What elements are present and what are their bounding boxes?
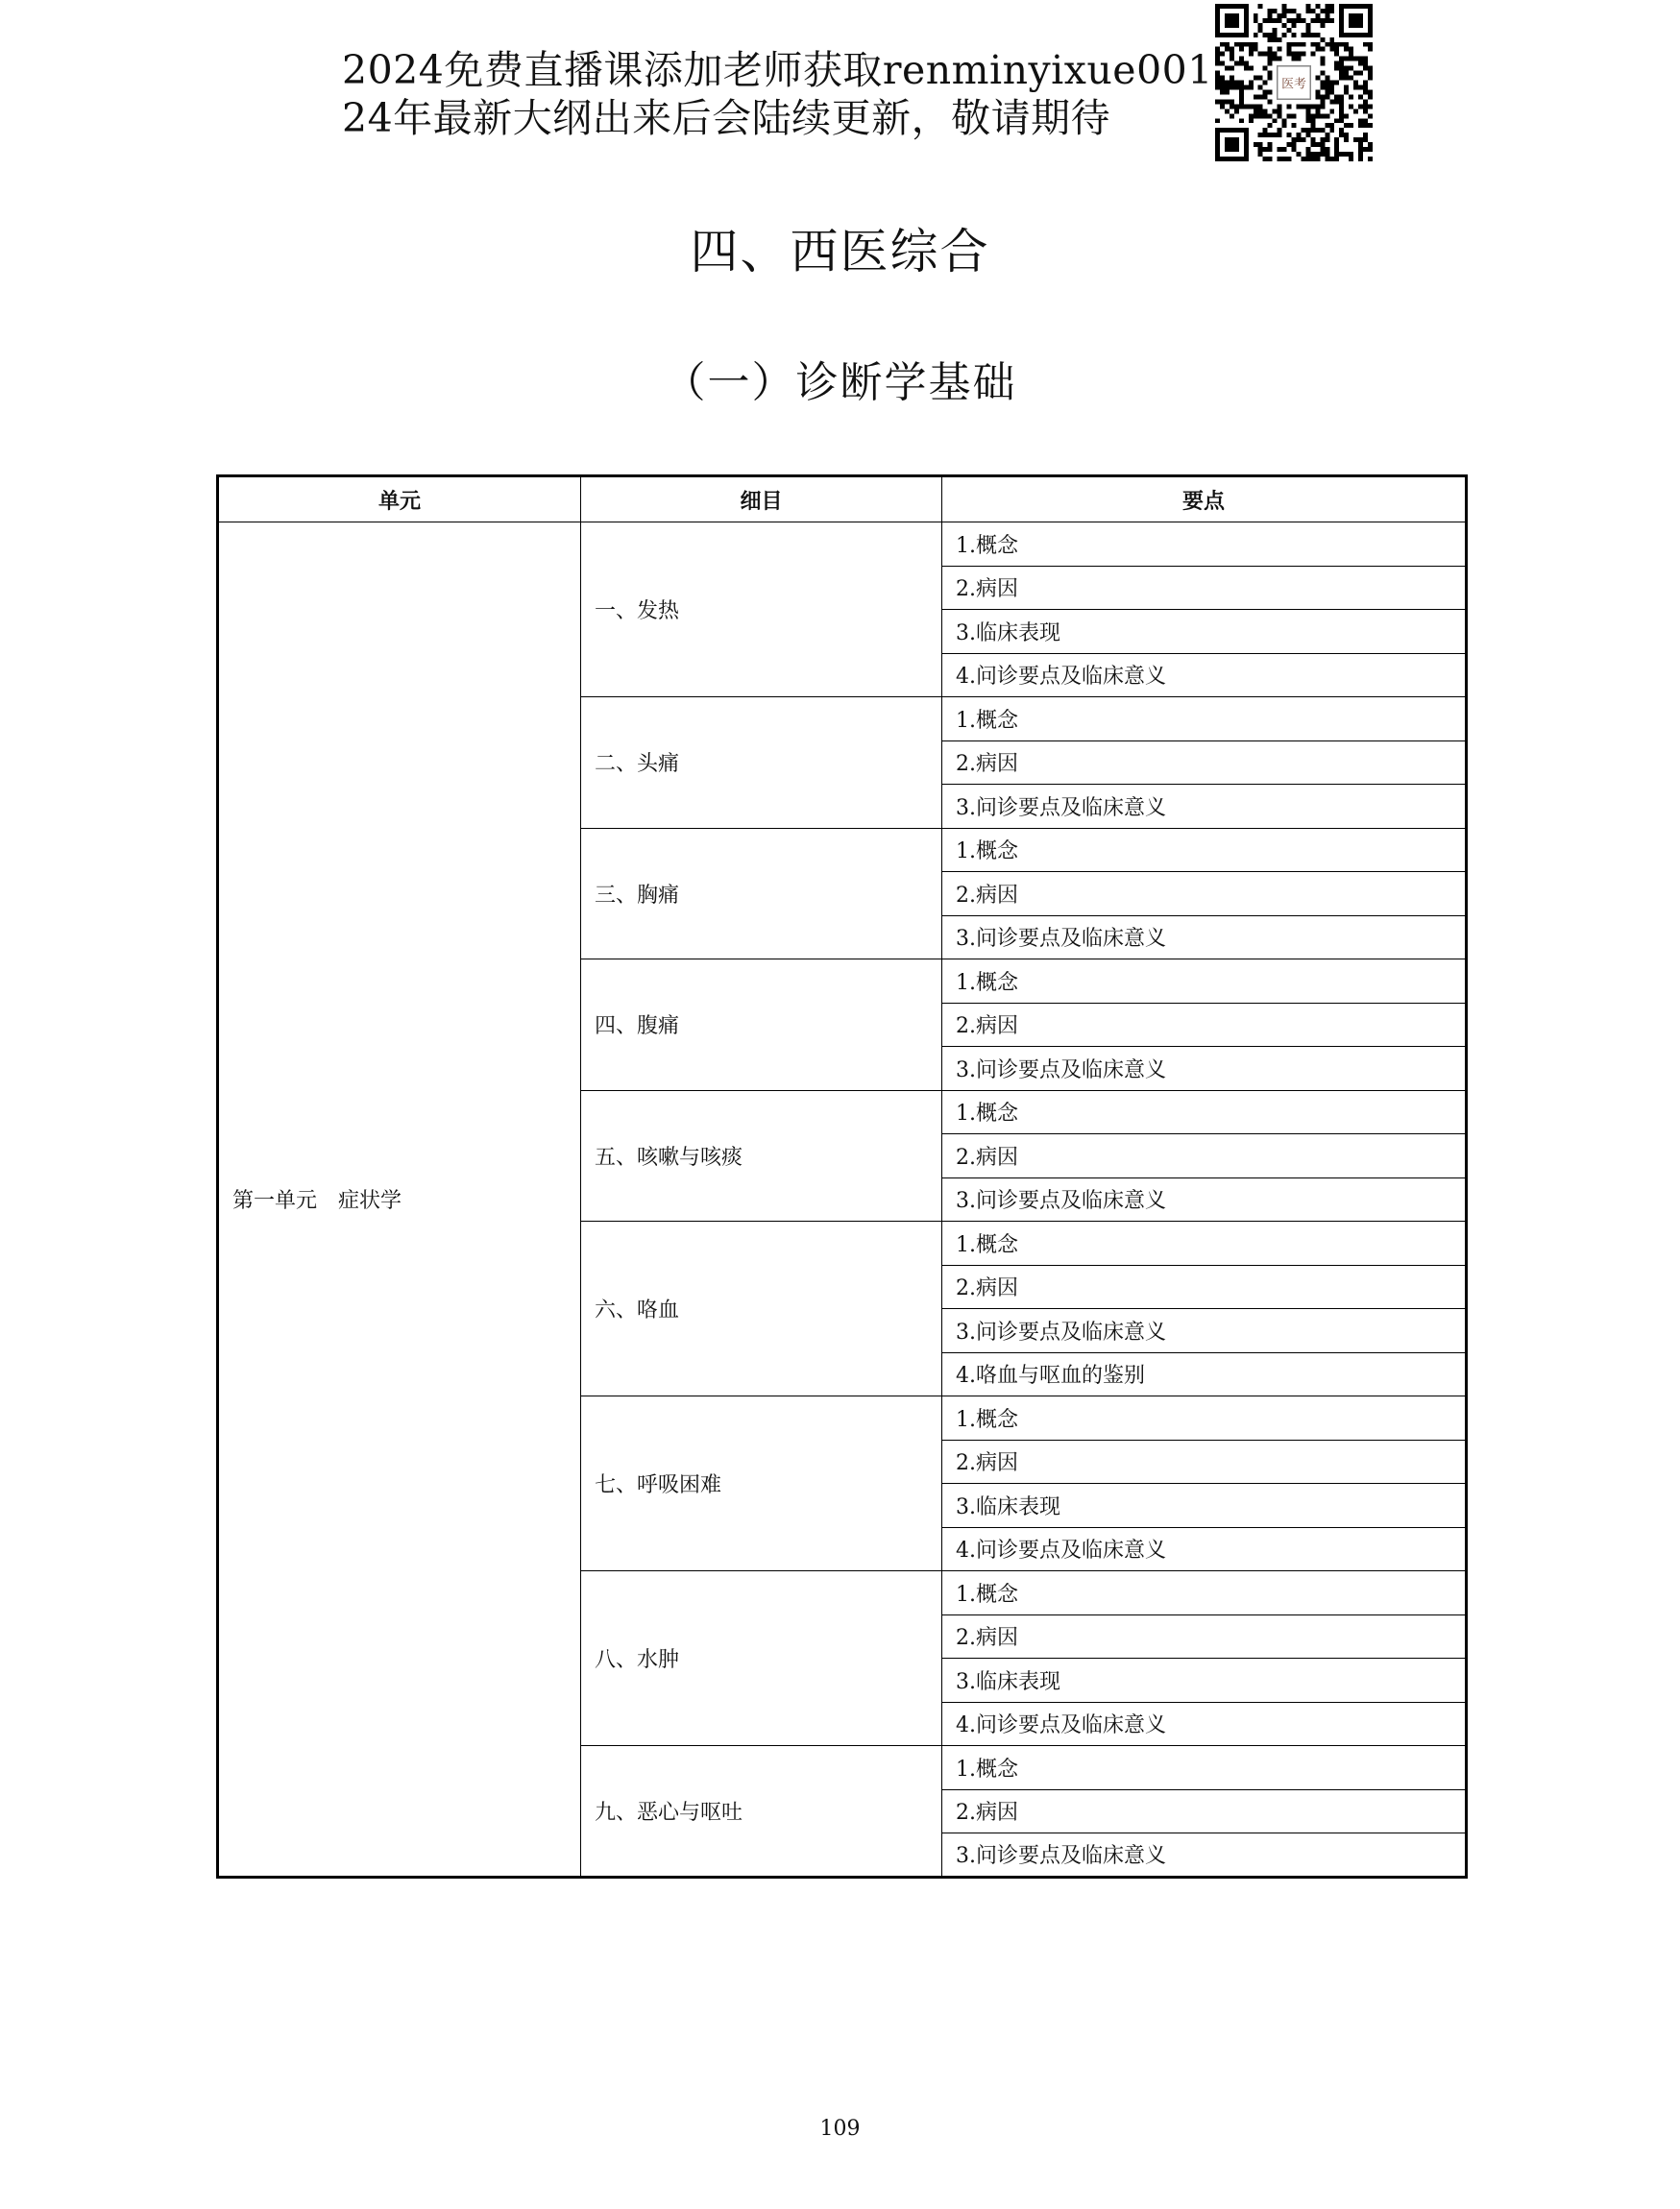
item-cell: 一、发热 [581, 522, 942, 697]
table-header-row [218, 476, 1467, 522]
qr-code [1215, 4, 1373, 161]
point-cell: 2.病因 [942, 1789, 1467, 1833]
qr-center-logo: 医考 [1281, 77, 1306, 92]
point-cell: 1.概念 [942, 697, 1467, 741]
header-item: 细目 [581, 476, 942, 522]
item-cell: 五、咳嗽与咳痰 [581, 1090, 942, 1222]
point-cell: 2.病因 [942, 566, 1467, 610]
point-cell: 2.病因 [942, 1440, 1467, 1484]
point-cell: 3.问诊要点及临床意义 [942, 915, 1467, 959]
point-cell: 1.概念 [942, 522, 1467, 567]
table-row [218, 522, 1467, 567]
point-cell: 2.病因 [942, 1003, 1467, 1047]
header-unit: 单元 [218, 476, 581, 522]
point-cell: 3.临床表现 [942, 1659, 1467, 1703]
point-cell: 2.病因 [942, 1614, 1467, 1659]
section-subtitle: （一）诊断学基础 [663, 358, 1017, 407]
page-number: 109 [819, 2117, 861, 2141]
point-cell: 3.问诊要点及临床意义 [942, 1833, 1467, 1878]
promo-line-2: 24年最新大纲出来后会陆续更新，敬请期待 [342, 95, 1111, 141]
item-cell: 三、胸痛 [581, 828, 942, 959]
point-cell: 3.临床表现 [942, 610, 1467, 654]
point-cell: 4.问诊要点及临床意义 [942, 653, 1467, 697]
point-cell: 2.病因 [942, 740, 1467, 785]
point-cell: 1.概念 [942, 1396, 1467, 1441]
syllabus-table [216, 474, 1468, 1879]
point-cell: 3.问诊要点及临床意义 [942, 785, 1467, 829]
header-points: 要点 [942, 476, 1467, 522]
point-cell: 3.问诊要点及临床意义 [942, 1047, 1467, 1091]
point-cell: 1.概念 [942, 1090, 1467, 1134]
point-cell: 4.问诊要点及临床意义 [942, 1702, 1467, 1746]
point-cell: 4.问诊要点及临床意义 [942, 1527, 1467, 1571]
item-cell: 七、呼吸困难 [581, 1396, 942, 1571]
point-cell: 1.概念 [942, 959, 1467, 1004]
point-cell: 2.病因 [942, 1265, 1467, 1309]
table-body [218, 522, 1467, 1878]
point-cell: 2.病因 [942, 872, 1467, 916]
point-cell: 1.概念 [942, 1746, 1467, 1790]
point-cell: 2.病因 [942, 1134, 1467, 1178]
point-cell: 3.问诊要点及临床意义 [942, 1309, 1467, 1353]
point-cell: 4.咯血与呕血的鉴别 [942, 1352, 1467, 1396]
section-title: 四、西医综合 [690, 224, 990, 279]
item-cell: 四、腹痛 [581, 959, 942, 1091]
unit-cell: 第一单元 症状学 [218, 522, 581, 1878]
promo-line-1: 2024免费直播课添加老师获取renminyixue001 [342, 47, 1213, 93]
item-cell: 九、恶心与呕吐 [581, 1746, 942, 1878]
item-cell: 六、咯血 [581, 1222, 942, 1396]
item-cell: 八、水肿 [581, 1571, 942, 1746]
point-cell: 1.概念 [942, 1571, 1467, 1615]
point-cell: 1.概念 [942, 828, 1467, 872]
promo-banner [342, 46, 1213, 142]
item-cell: 二、头痛 [581, 697, 942, 829]
point-cell: 1.概念 [942, 1222, 1467, 1266]
point-cell: 3.临床表现 [942, 1484, 1467, 1528]
point-cell: 3.问诊要点及临床意义 [942, 1177, 1467, 1222]
